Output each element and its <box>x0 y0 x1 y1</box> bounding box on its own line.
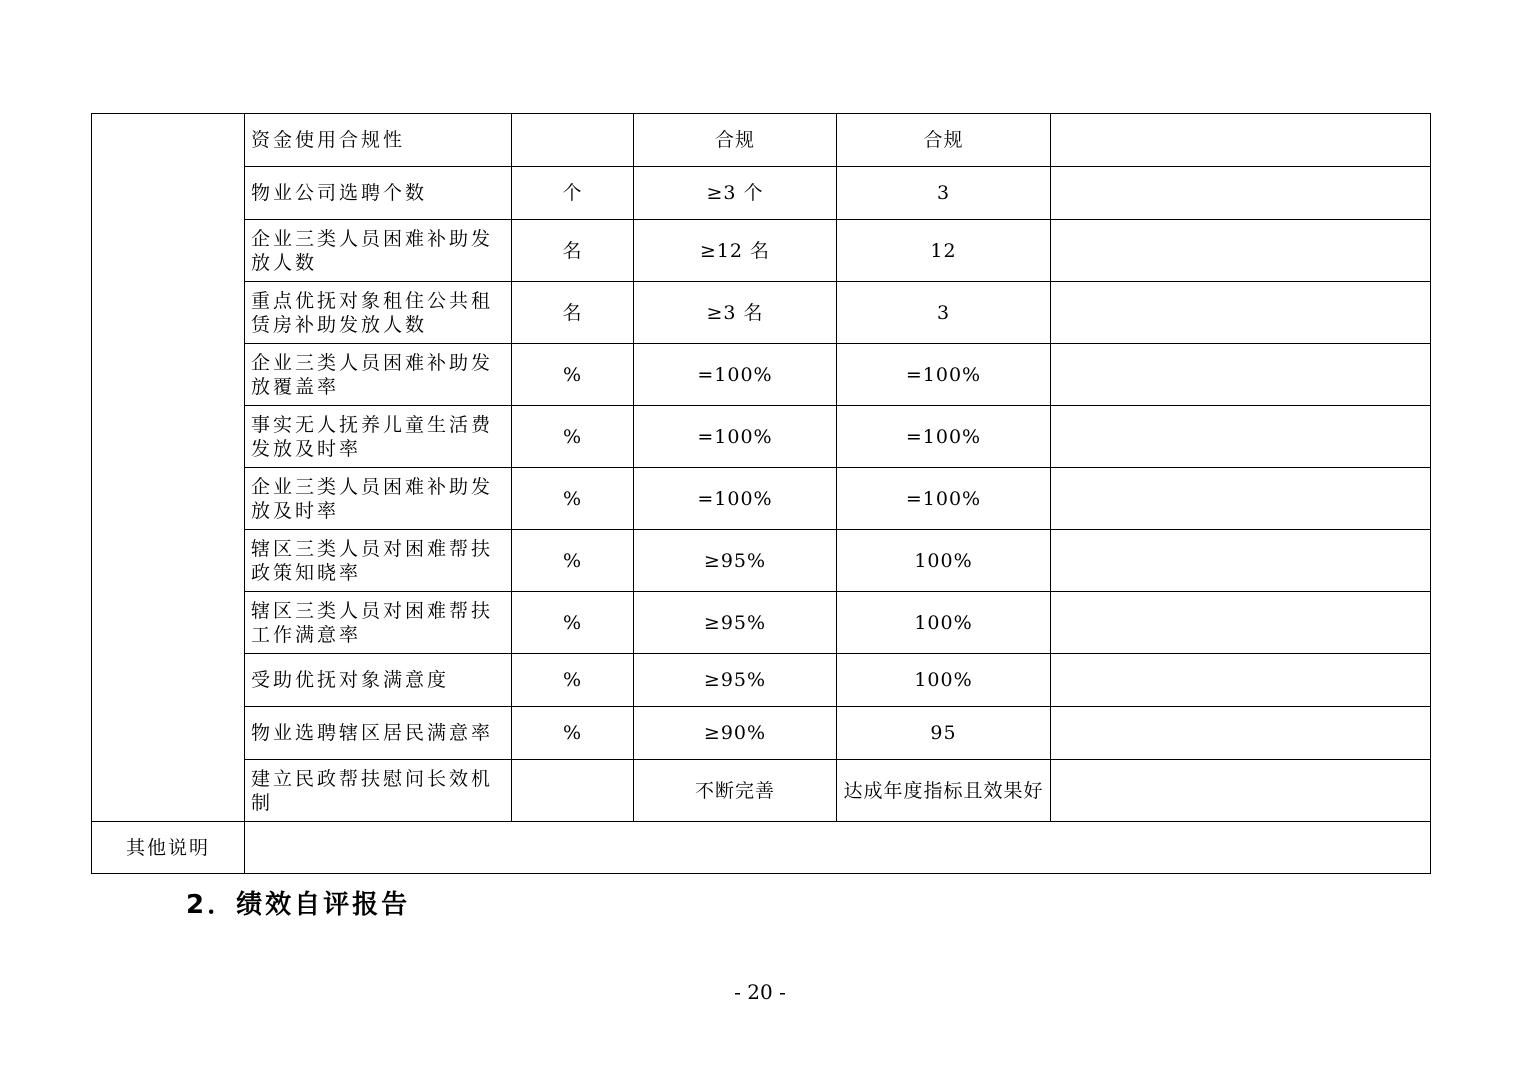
table-row <box>92 220 1431 282</box>
indicator-name: 辖区三类人员对困难帮扶工作满意率 <box>245 592 512 654</box>
indicator-actual: 12 <box>837 220 1051 282</box>
table-row <box>92 654 1431 707</box>
indicator-unit: 名 <box>512 282 634 344</box>
indicator-note <box>1051 167 1431 220</box>
indicator-note <box>1051 282 1431 344</box>
performance-indicator-table <box>91 113 1431 874</box>
indicator-target: ≥95% <box>634 530 837 592</box>
table-row <box>92 406 1431 468</box>
indicator-actual: 合规 <box>837 114 1051 167</box>
indicator-target: ≥3 个 <box>634 167 837 220</box>
indicator-target: 不断完善 <box>634 760 837 822</box>
indicator-target: ≥95% <box>634 592 837 654</box>
indicator-name: 物业选聘辖区居民满意率 <box>245 707 512 760</box>
indicator-unit <box>512 114 634 167</box>
indicator-name: 辖区三类人员对困难帮扶政策知晓率 <box>245 530 512 592</box>
table-row <box>92 760 1431 822</box>
remark-value <box>245 822 1431 874</box>
indicator-actual: 100% <box>837 654 1051 707</box>
indicator-name: 企业三类人员困难补助发放人数 <box>245 220 512 282</box>
indicator-unit: % <box>512 592 634 654</box>
indicator-unit: % <box>512 654 634 707</box>
indicator-note <box>1051 406 1431 468</box>
indicator-unit: % <box>512 406 634 468</box>
indicator-name: 事实无人抚养儿童生活费发放及时率 <box>245 406 512 468</box>
indicator-note <box>1051 530 1431 592</box>
indicator-note <box>1051 654 1431 707</box>
table-row <box>92 530 1431 592</box>
indicator-name: 企业三类人员困难补助发放覆盖率 <box>245 344 512 406</box>
indicator-target: 合规 <box>634 114 837 167</box>
indicator-name: 重点优抚对象租住公共租赁房补助发放人数 <box>245 282 512 344</box>
indicator-actual: =100% <box>837 468 1051 530</box>
page-number: - 20 - <box>734 980 786 1004</box>
indicator-actual: 3 <box>837 282 1051 344</box>
indicator-name: 物业公司选聘个数 <box>245 167 512 220</box>
indicator-target: =100% <box>634 468 837 530</box>
indicator-actual: =100% <box>837 344 1051 406</box>
table-row <box>92 468 1431 530</box>
section-heading: 2．绩效自评报告 <box>186 890 411 920</box>
table-row <box>92 167 1431 220</box>
indicator-name: 建立民政帮扶慰问长效机制 <box>245 760 512 822</box>
indicator-target: ≥3 名 <box>634 282 837 344</box>
indicator-actual: 3 <box>837 167 1051 220</box>
indicator-note <box>1051 707 1431 760</box>
table-row <box>92 344 1431 406</box>
indicator-name: 企业三类人员困难补助发放及时率 <box>245 468 512 530</box>
table-row <box>92 282 1431 344</box>
indicator-unit: % <box>512 468 634 530</box>
indicator-name: 资金使用合规性 <box>245 114 512 167</box>
indicator-note <box>1051 592 1431 654</box>
indicator-note <box>1051 220 1431 282</box>
indicator-target: ≥12 名 <box>634 220 837 282</box>
indicator-unit <box>512 760 634 822</box>
remark-label: 其他说明 <box>92 822 245 874</box>
indicator-target: ≥90% <box>634 707 837 760</box>
indicator-actual: =100% <box>837 406 1051 468</box>
indicator-unit: 个 <box>512 167 634 220</box>
indicator-actual: 达成年度指标且效果好 <box>837 760 1051 822</box>
remark-row <box>92 822 1431 874</box>
indicator-note <box>1051 344 1431 406</box>
indicator-unit: % <box>512 707 634 760</box>
indicator-unit: % <box>512 530 634 592</box>
table-row <box>92 114 1431 167</box>
indicator-note <box>1051 760 1431 822</box>
indicator-unit: 名 <box>512 220 634 282</box>
indicator-actual: 100% <box>837 530 1051 592</box>
indicator-unit: % <box>512 344 634 406</box>
indicator-target: ≥95% <box>634 654 837 707</box>
indicator-actual: 95 <box>837 707 1051 760</box>
table-row <box>92 707 1431 760</box>
table-row <box>92 592 1431 654</box>
indicator-name: 受助优抚对象满意度 <box>245 654 512 707</box>
indicator-target: =100% <box>634 344 837 406</box>
indicator-note <box>1051 114 1431 167</box>
indicator-target: =100% <box>634 406 837 468</box>
indicator-actual: 100% <box>837 592 1051 654</box>
category-cell <box>92 114 245 822</box>
indicator-note <box>1051 468 1431 530</box>
